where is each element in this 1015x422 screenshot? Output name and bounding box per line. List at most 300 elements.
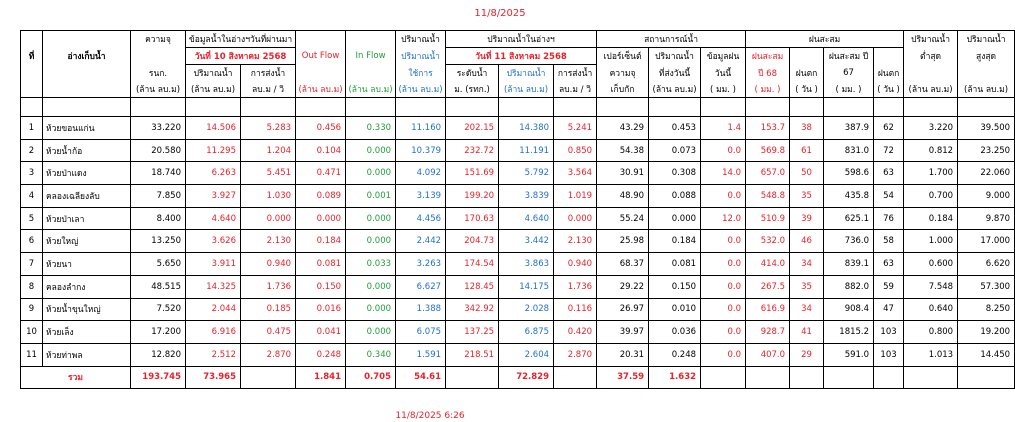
cell-cv: 14.175 [499, 275, 554, 298]
header-cur-group: ปริมาณน้ำในอ่างฯ [446, 31, 597, 48]
cell-cap: 13.250 [131, 230, 186, 253]
table-row [21, 298, 1015, 321]
cell-r68: 928.7 [746, 321, 790, 344]
cell-use: 2.442 [396, 230, 446, 253]
cell-pv: 2.044 [186, 298, 241, 321]
cell-cv: 5.792 [499, 162, 554, 185]
cell-max: 39.500 [958, 117, 1015, 140]
header-cur-date: วันที่ 11 สิงหาคม 2568 [446, 48, 597, 65]
cell-d67: 63 [874, 162, 904, 185]
cell-cap: 48.515 [131, 275, 186, 298]
cell-no: 5 [21, 207, 43, 230]
cell-cr: 5.241 [554, 117, 597, 140]
cell-d68: 61 [790, 139, 824, 162]
cell-min: 0.640 [904, 298, 958, 321]
cell-pv: 11.295 [186, 139, 241, 162]
cell-rain: 0.0 [701, 298, 746, 321]
header-rain-today-2: วันนี้ [701, 65, 746, 82]
cell-r68: 616.9 [746, 298, 790, 321]
cell-max: 57.300 [958, 275, 1015, 298]
cell-pv: 3.927 [186, 185, 241, 208]
cell-d67: 58 [874, 230, 904, 253]
cell-pv: 2.512 [186, 343, 241, 366]
header-min-3: (ล้าน ลบ.ม) [904, 81, 958, 98]
header-min-1: ปริมาณน้ำ [904, 31, 958, 48]
cell-min: 1.000 [904, 230, 958, 253]
cell-lvl: 128.45 [446, 275, 499, 298]
cell-inf: 0.000 [346, 298, 396, 321]
cell-name: ห้วยนา [43, 253, 131, 276]
header-outflow-top [296, 31, 346, 48]
header-rain-group: ฝนสะสม [746, 31, 904, 48]
cell-cap: 7.850 [131, 185, 186, 208]
cell-use: 6.627 [396, 275, 446, 298]
cell-name: คลองเฉลียงลับ [43, 185, 131, 208]
header-percent-2: ความจุ [597, 65, 649, 82]
cell-rel: 0.073 [649, 139, 701, 162]
header-released-3: (ล้าน ลบ.ม) [649, 81, 701, 98]
cell-out: 0.184 [296, 230, 346, 253]
table-row [21, 343, 1015, 366]
cell-rel: 0.308 [649, 162, 701, 185]
cell-cr: 1.736 [554, 275, 597, 298]
cell-name: ห้วยน้ำก้อ [43, 139, 131, 162]
header-status-group: สถานการณ์น้ำ [597, 31, 746, 48]
cell-pr: 0.185 [241, 298, 296, 321]
cell-no: 9 [21, 298, 43, 321]
reservoir-table [20, 30, 1015, 389]
cell-min: 1.013 [904, 343, 958, 366]
cell-no: 3 [21, 162, 43, 185]
cell-rel: 0.081 [649, 253, 701, 276]
totals-prev-volume: 73.965 [186, 366, 241, 388]
cell-name: ห้วยน้ำขุนใหญ่ [43, 298, 131, 321]
report-date: 11/8/2025 [474, 8, 526, 19]
cell-use: 10.379 [396, 139, 446, 162]
header-prev-release-1: การส่งน้ำ [241, 65, 296, 82]
cell-lvl: 202.15 [446, 117, 499, 140]
cell-pr: 1.204 [241, 139, 296, 162]
cell-rel: 0.453 [649, 117, 701, 140]
cell-r68: 569.8 [746, 139, 790, 162]
header-min-2: ต่ำสุด [904, 48, 958, 65]
cell-cap: 8.400 [131, 207, 186, 230]
cell-inf: 0.330 [346, 117, 396, 140]
cell-pv: 3.911 [186, 253, 241, 276]
header-no-bottom [21, 81, 43, 98]
cell-no: 11 [21, 343, 43, 366]
cell-cr: 2.870 [554, 343, 597, 366]
totals-cur-volume: 72.829 [499, 366, 554, 388]
cell-cv: 3.839 [499, 185, 554, 208]
header-released-1: ปริมาณน้ำ [649, 48, 701, 65]
cell-use: 4.456 [396, 207, 446, 230]
cell-r68: 532.0 [746, 230, 790, 253]
table-row [21, 139, 1015, 162]
header-usable-2: ปริมาณน้ำ [396, 48, 446, 65]
cell-pct: 26.97 [597, 298, 649, 321]
cell-d68: 29 [790, 343, 824, 366]
cell-max: 23.250 [958, 139, 1015, 162]
cell-d67: 72 [874, 139, 904, 162]
cell-pr: 1.736 [241, 275, 296, 298]
cell-pr: 0.940 [241, 253, 296, 276]
header-rain68-3: ( มม. ) [746, 81, 790, 98]
table-row [21, 117, 1015, 140]
header-usable-unit: (ล้าน ลบ.ม) [396, 81, 446, 98]
cell-pr: 1.030 [241, 185, 296, 208]
cell-min: 0.700 [904, 185, 958, 208]
cell-rain: 0.0 [701, 230, 746, 253]
header-released-2: ที่ส่งวันนี้ [649, 65, 701, 82]
header-no-top [21, 31, 43, 48]
cell-r67: 598.6 [824, 162, 874, 185]
header-cur-level-2: ม. (รทก.) [446, 81, 499, 98]
cell-pct: 30.91 [597, 162, 649, 185]
header-outflow-unit: (ล้าน ลบ.ม) [296, 81, 346, 98]
cell-pct: 43.29 [597, 117, 649, 140]
header-max-mid [958, 65, 1015, 82]
cell-cap: 33.220 [131, 117, 186, 140]
cell-cv: 11.191 [499, 139, 554, 162]
cell-no: 4 [21, 185, 43, 208]
header-outflow: Out Flow [296, 48, 346, 65]
header-reservoir-mid [43, 65, 131, 82]
cell-min: 0.812 [904, 139, 958, 162]
cell-max: 14.450 [958, 343, 1015, 366]
cell-name: ห้วยเล็ง [43, 321, 131, 344]
cell-out: 0.104 [296, 139, 346, 162]
totals-label: รวม [21, 366, 131, 388]
cell-cap: 17.200 [131, 321, 186, 344]
header-rain-today-1: ข้อมูลฝน [701, 48, 746, 65]
cell-lvl: 342.92 [446, 298, 499, 321]
cell-rain: 0.0 [701, 253, 746, 276]
table-row [21, 207, 1015, 230]
cell-rel: 0.036 [649, 321, 701, 344]
header-capacity-2: รนก. [131, 65, 186, 82]
cell-out: 0.248 [296, 343, 346, 366]
cell-rain: 0.0 [701, 321, 746, 344]
cell-out: 0.456 [296, 117, 346, 140]
totals-rain-today [701, 366, 746, 388]
totals-rain67 [824, 366, 874, 388]
header-rain-today-3: ( มม. ) [701, 81, 746, 98]
cell-lvl: 137.25 [446, 321, 499, 344]
cell-name: ห้วยท่าพล [43, 343, 131, 366]
totals-capacity: 193.745 [131, 366, 186, 388]
cell-cap: 18.740 [131, 162, 186, 185]
header-cur-release-2: ลบ.ม / วิ [554, 81, 597, 98]
header-rain67-1: ฝนสะสม ปี [824, 48, 874, 65]
cell-d68: 38 [790, 117, 824, 140]
footer-timestamp: 11/8/2025 6:26 [395, 411, 465, 421]
header-reservoir: อ่างเก็บน้ำ [43, 48, 131, 65]
cell-rain: 0.0 [701, 139, 746, 162]
table-row [21, 253, 1015, 276]
cell-use: 3.139 [396, 185, 446, 208]
cell-pr: 5.283 [241, 117, 296, 140]
cell-r67: 736.0 [824, 230, 874, 253]
cell-out: 0.471 [296, 162, 346, 185]
cell-r68: 407.0 [746, 343, 790, 366]
cell-no: 1 [21, 117, 43, 140]
cell-pct: 39.97 [597, 321, 649, 344]
cell-rel: 0.150 [649, 275, 701, 298]
cell-out: 0.150 [296, 275, 346, 298]
totals-prev-release [241, 366, 296, 388]
cell-out: 0.041 [296, 321, 346, 344]
cell-inf: 0.340 [346, 343, 396, 366]
header-inflow-top [346, 31, 396, 48]
cell-cv: 3.863 [499, 253, 554, 276]
cell-r67: 435.8 [824, 185, 874, 208]
cell-out: 0.089 [296, 185, 346, 208]
header-max-1: ปริมาณน้ำ [958, 31, 1015, 48]
header-rain67-3: ( มม. ) [824, 81, 874, 98]
cell-r68: 267.5 [746, 275, 790, 298]
header-prev-release-2: ลบ.ม / วิ [241, 81, 296, 98]
header-inflow: In Flow [346, 48, 396, 65]
cell-inf: 0.001 [346, 185, 396, 208]
cell-d67: 103 [874, 343, 904, 366]
cell-use: 1.591 [396, 343, 446, 366]
header-days67-top [874, 48, 904, 65]
cell-lvl: 199.20 [446, 185, 499, 208]
cell-pr: 0.475 [241, 321, 296, 344]
cell-no: 6 [21, 230, 43, 253]
cell-cr: 0.420 [554, 321, 597, 344]
cell-cr: 3.564 [554, 162, 597, 185]
header-inflow-mid [346, 65, 396, 82]
header-reservoir-bottom [43, 81, 131, 98]
cell-name: ห้วยขอนแก่น [43, 117, 131, 140]
cell-rel: 0.088 [649, 185, 701, 208]
header-cur-level-1: ระดับน้ำ [446, 65, 499, 82]
cell-name: ห้วยใหญ่ [43, 230, 131, 253]
cell-cap: 12.820 [131, 343, 186, 366]
cell-r67: 625.1 [824, 207, 874, 230]
cell-cv: 2.604 [499, 343, 554, 366]
header-cur-release-1: การส่งน้ำ [554, 65, 597, 82]
header-prev-date: วันที่ 10 สิงหาคม 2568 [186, 48, 296, 65]
header-usable-3: ใช้การ [396, 65, 446, 82]
cell-pv: 14.325 [186, 275, 241, 298]
table-row [21, 321, 1015, 344]
cell-use: 1.388 [396, 298, 446, 321]
header-days68-2: ( วัน ) [790, 81, 824, 98]
header-outflow-mid [296, 65, 346, 82]
cell-d68: 34 [790, 298, 824, 321]
cell-rain: 0.0 [701, 275, 746, 298]
header-max-2: สูงสุด [958, 48, 1015, 65]
table-row [21, 275, 1015, 298]
totals-released: 1.632 [649, 366, 701, 388]
header-days68-top [790, 48, 824, 65]
cell-pr: 0.000 [241, 207, 296, 230]
cell-d68: 50 [790, 162, 824, 185]
cell-inf: 0.033 [346, 253, 396, 276]
totals-days68 [790, 366, 824, 388]
cell-lvl: 170.63 [446, 207, 499, 230]
cell-inf: 0.000 [346, 207, 396, 230]
cell-rain: 0.0 [701, 343, 746, 366]
header-cur-volume-2: (ล้าน ลบ.ม) [499, 81, 554, 98]
cell-inf: 0.000 [346, 139, 396, 162]
totals-inflow: 0.705 [346, 366, 396, 388]
cell-use: 11.160 [396, 117, 446, 140]
cell-cr: 0.940 [554, 253, 597, 276]
cell-pv: 3.626 [186, 230, 241, 253]
cell-cr: 2.130 [554, 230, 597, 253]
header-inflow-unit: (ล้าน ลบ.ม) [346, 81, 396, 98]
cell-r68: 548.8 [746, 185, 790, 208]
cell-name: ห้วยป่าเลา [43, 207, 131, 230]
cell-inf: 0.000 [346, 275, 396, 298]
blank-row [21, 98, 1015, 117]
cell-max: 9.000 [958, 185, 1015, 208]
header-rain68-2: ปี 68 [746, 65, 790, 82]
totals-max [958, 366, 1015, 388]
cell-use: 3.263 [396, 253, 446, 276]
cell-cv: 2.028 [499, 298, 554, 321]
cell-d67: 76 [874, 207, 904, 230]
cell-d68: 41 [790, 321, 824, 344]
cell-max: 9.870 [958, 207, 1015, 230]
table-row [21, 162, 1015, 185]
cell-d67: 59 [874, 275, 904, 298]
totals-usable: 54.61 [396, 366, 446, 388]
cell-d67: 54 [874, 185, 904, 208]
cell-lvl: 204.73 [446, 230, 499, 253]
cell-min: 7.548 [904, 275, 958, 298]
cell-out: 0.000 [296, 207, 346, 230]
totals-outflow: 1.841 [296, 366, 346, 388]
cell-pr: 2.130 [241, 230, 296, 253]
header-rain67-2: 67 [824, 65, 874, 82]
cell-max: 22.060 [958, 162, 1015, 185]
cell-no: 8 [21, 275, 43, 298]
cell-name: คลองลำกง [43, 275, 131, 298]
cell-rel: 0.000 [649, 207, 701, 230]
header-min-mid [904, 65, 958, 82]
cell-pv: 14.506 [186, 117, 241, 140]
cell-no: 7 [21, 253, 43, 276]
cell-r67: 882.0 [824, 275, 874, 298]
cell-no: 2 [21, 139, 43, 162]
header-capacity-mid [131, 48, 186, 65]
cell-cv: 4.640 [499, 207, 554, 230]
cell-r67: 387.9 [824, 117, 874, 140]
cell-d67: 63 [874, 253, 904, 276]
cell-pct: 20.31 [597, 343, 649, 366]
cell-pv: 6.916 [186, 321, 241, 344]
cell-r67: 908.4 [824, 298, 874, 321]
cell-r67: 839.1 [824, 253, 874, 276]
cell-pct: 25.98 [597, 230, 649, 253]
cell-min: 0.184 [904, 207, 958, 230]
cell-r68: 414.0 [746, 253, 790, 276]
cell-pr: 5.451 [241, 162, 296, 185]
cell-pct: 54.38 [597, 139, 649, 162]
header-usable-1: ปริมาณน้ำ [396, 31, 446, 48]
totals-rain68 [746, 366, 790, 388]
cell-max: 19.200 [958, 321, 1015, 344]
cell-out: 0.081 [296, 253, 346, 276]
totals-cur-release [554, 366, 597, 388]
header-days68-1: ฝนตก [790, 65, 824, 82]
totals-level [446, 366, 499, 388]
cell-pv: 6.263 [186, 162, 241, 185]
cell-rain: 12.0 [701, 207, 746, 230]
cell-rel: 0.184 [649, 230, 701, 253]
cell-d68: 34 [790, 253, 824, 276]
cell-cr: 0.850 [554, 139, 597, 162]
cell-r67: 591.0 [824, 343, 874, 366]
cell-inf: 0.000 [346, 230, 396, 253]
header-percent-3: เก็บกัก [597, 81, 649, 98]
cell-d68: 46 [790, 230, 824, 253]
cell-r68: 510.9 [746, 207, 790, 230]
cell-pct: 29.22 [597, 275, 649, 298]
cell-max: 8.250 [958, 298, 1015, 321]
cell-use: 6.075 [396, 321, 446, 344]
cell-max: 6.620 [958, 253, 1015, 276]
cell-lvl: 218.51 [446, 343, 499, 366]
cell-rain: 0.0 [701, 185, 746, 208]
cell-lvl: 174.54 [446, 253, 499, 276]
cell-pv: 4.640 [186, 207, 241, 230]
cell-pct: 48.90 [597, 185, 649, 208]
cell-out: 0.016 [296, 298, 346, 321]
totals-row [21, 366, 1015, 388]
header-max-3: (ล้าน ลบ.ม) [958, 81, 1015, 98]
cell-cr: 1.019 [554, 185, 597, 208]
header-reservoir-top [43, 31, 131, 48]
header-percent-1: เปอร์เซ็นต์ [597, 48, 649, 65]
header-capacity-1: ความจุ [131, 31, 186, 48]
cell-r68: 657.0 [746, 162, 790, 185]
cell-min: 0.800 [904, 321, 958, 344]
cell-d67: 103 [874, 321, 904, 344]
cell-d68: 35 [790, 185, 824, 208]
cell-cv: 3.442 [499, 230, 554, 253]
cell-cap: 5.650 [131, 253, 186, 276]
cell-d67: 62 [874, 117, 904, 140]
header-rain68-1: ฝนสะสม [746, 48, 790, 65]
header-cur-volume-1: ปริมาณน้ำ [499, 65, 554, 82]
cell-r67: 1815.2 [824, 321, 874, 344]
cell-lvl: 151.69 [446, 162, 499, 185]
header-no-mid [21, 65, 43, 82]
cell-lvl: 232.72 [446, 139, 499, 162]
cell-d68: 39 [790, 207, 824, 230]
table-row [21, 230, 1015, 253]
cell-pct: 68.37 [597, 253, 649, 276]
cell-r68: 153.7 [746, 117, 790, 140]
totals-min [904, 366, 958, 388]
cell-d68: 35 [790, 275, 824, 298]
cell-min: 3.220 [904, 117, 958, 140]
cell-pct: 55.24 [597, 207, 649, 230]
cell-cv: 6.875 [499, 321, 554, 344]
cell-cap: 7.520 [131, 298, 186, 321]
cell-rain: 14.0 [701, 162, 746, 185]
header-no: ที่ [21, 48, 43, 65]
cell-inf: 0.000 [346, 321, 396, 344]
cell-cap: 20.580 [131, 139, 186, 162]
cell-rain: 1.4 [701, 117, 746, 140]
